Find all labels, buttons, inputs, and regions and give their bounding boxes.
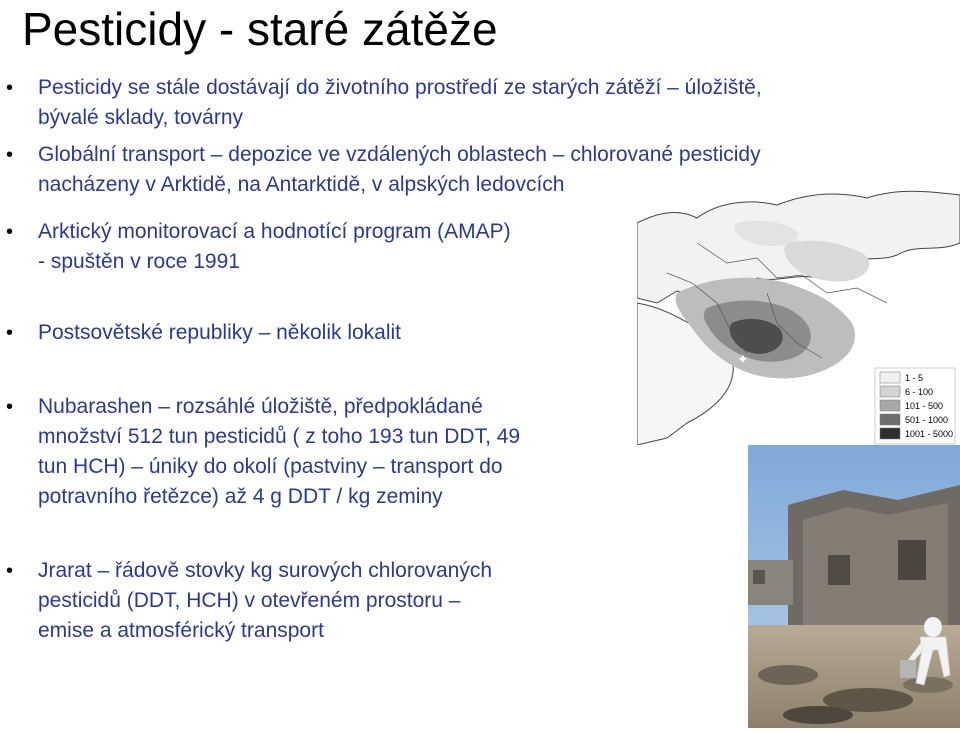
bullet-dot-icon: •	[6, 560, 14, 582]
bullet-dot-icon: •	[6, 396, 14, 418]
legend-label: 501 - 1000	[905, 415, 949, 425]
map-graphic	[637, 183, 960, 445]
bullet-dot-icon: •	[6, 144, 14, 166]
map-legend	[875, 368, 955, 444]
slide-title: Pesticidy - staré zátěže	[22, 3, 498, 55]
deposition-map-image	[637, 183, 960, 445]
bullet-text: Nubarashen – rozsáhlé úložiště, předpokládané množství 512 tun pesticidů ( z toho 193 tun DDT, 49 tun HCH) – úniky do okolí (pastviny – transport do potravního řetězce) až 4 g DDT / kg zeminy	[38, 395, 521, 508]
photo-graphic	[748, 445, 960, 728]
svg-text:✦: ✦	[737, 352, 749, 368]
bullet-text: Postsovětské republiky – několik lokalit	[38, 321, 402, 344]
bullet-text: Globální transport – depozice ve vzdálených oblastech – chlorované pesticidy nacházeny v Arktidě, na Antarktidě, v alpských ledovcích	[38, 143, 761, 196]
bullet-text: Jrarat – řádově stovky kg surových chlorovaných pesticidů (DDT, HCH) v otevřeném prostoru – emise a atmosférický transport	[38, 559, 493, 642]
bullet-text: Pesticidy se stále dostávají do životního prostředí ze starých zátěží – úložiště, bývalé sklady, továrny	[38, 76, 762, 129]
legend-label: 6 - 100	[905, 387, 934, 397]
bullet-dot-icon: •	[6, 322, 14, 344]
legend-label: 101 - 500	[905, 401, 944, 411]
bullet-dot-icon: •	[6, 221, 14, 243]
bullet-dot-icon: •	[6, 77, 14, 99]
storage-site-photo	[748, 445, 960, 728]
bullet-text: Arktický monitorovací a hodnotící program (AMAP) - spuštěn v roce 1991	[38, 220, 511, 273]
legend-label: 1001 - 5000	[905, 429, 954, 439]
legend-label: 1 - 5	[905, 373, 924, 383]
